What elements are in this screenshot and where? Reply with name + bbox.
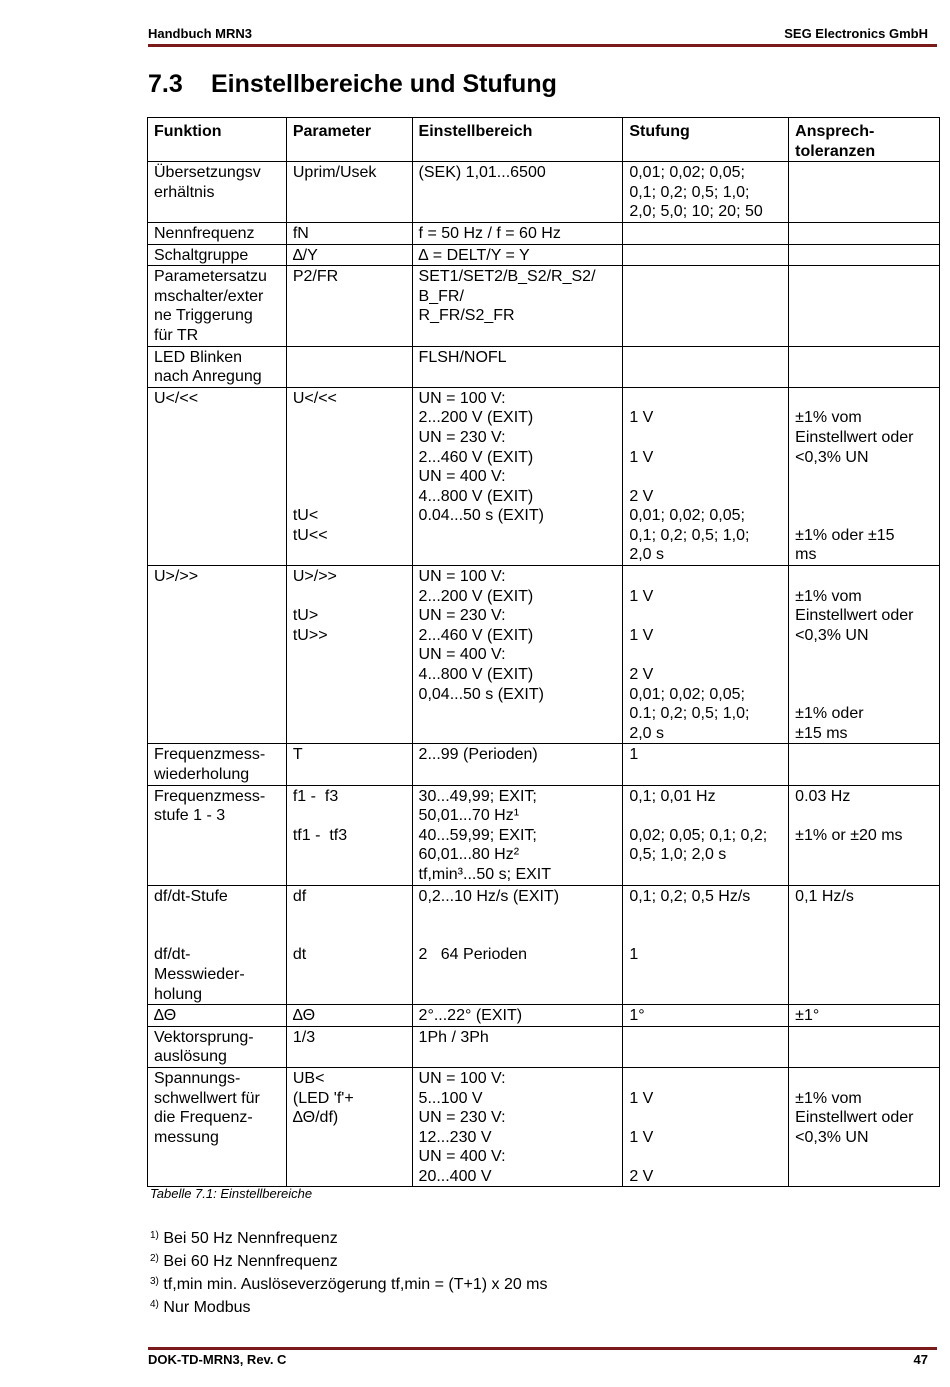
table-cell bbox=[789, 222, 940, 244]
table-cell: 30...49,99; EXIT; 50,01...70 Hz¹ 40...59,99; EXIT; 60,01...80 Hz² tf,min³...50 s; EXIT bbox=[412, 785, 623, 885]
table-cell: LED Blinken nach Anregung bbox=[148, 346, 287, 387]
table-cell: 0,2...10 Hz/s (EXIT) 2 64 Perioden bbox=[412, 885, 623, 1005]
table-cell: Übersetzungsv erhältnis bbox=[148, 162, 287, 223]
table-row bbox=[148, 222, 940, 244]
page-header bbox=[148, 26, 928, 44]
table-cell: Frequenzmess- stufe 1 - 3 bbox=[148, 785, 287, 885]
table-cell: Schaltgruppe bbox=[148, 244, 287, 266]
table-cell: Frequenzmess- wiederholung bbox=[148, 744, 287, 785]
table-cell: ±1% vom Einstellwert oder <0,3% UN ±1% oder ±15 ms bbox=[789, 387, 940, 565]
table-cell: 2...99 (Perioden) bbox=[412, 744, 623, 785]
table-cell: ±1% vom Einstellwert oder <0,3% UN ±1% oder ±15 ms bbox=[789, 566, 940, 744]
table-cell bbox=[623, 244, 789, 266]
table-body bbox=[148, 162, 940, 1187]
section-title bbox=[148, 70, 557, 99]
table-cell bbox=[789, 266, 940, 346]
table-cell: 1Ph / 3Ph bbox=[412, 1026, 623, 1067]
footer-left: DOK-TD-MRN3, Rev. C bbox=[148, 1352, 287, 1367]
table-row bbox=[148, 387, 940, 565]
page-number: 47 bbox=[913, 1352, 928, 1367]
table-cell: 1 V 1 V 2 V bbox=[623, 1067, 789, 1187]
table-cell: Nennfrequenz bbox=[148, 222, 287, 244]
table-row bbox=[148, 244, 940, 266]
column-header: Ansprech- toleranzen bbox=[789, 118, 940, 162]
table-cell: ±1° bbox=[789, 1005, 940, 1027]
table-cell: fN bbox=[286, 222, 412, 244]
table-cell bbox=[789, 1026, 940, 1067]
table-cell: 1/3 bbox=[286, 1026, 412, 1067]
table-cell: 1 V 1 V 2 V 0,01; 0,02; 0,05; 0.1; 0,2; 0,5; 1,0; 2,0 s bbox=[623, 566, 789, 744]
table-row bbox=[148, 785, 940, 885]
table-row bbox=[148, 885, 940, 1005]
table-cell: P2/FR bbox=[286, 266, 412, 346]
table-cell: ∆ = DELT/Y = Y bbox=[412, 244, 623, 266]
table-row bbox=[148, 566, 940, 744]
table-cell: 0,1; 0,2; 0,5 Hz/s 1 bbox=[623, 885, 789, 1005]
table-cell bbox=[623, 222, 789, 244]
section-number: 7.3 bbox=[148, 70, 183, 98]
table-cell: f = 50 Hz / f = 60 Hz bbox=[412, 222, 623, 244]
table-cell: 1 bbox=[623, 744, 789, 785]
footnote: $^{2)}$ Bei 60 Hz Nennfrequenz bbox=[150, 1253, 338, 1270]
table-cell: 1° bbox=[623, 1005, 789, 1027]
table-cell: U</<< bbox=[148, 387, 287, 565]
table-cell: 2°...22° (EXIT) bbox=[412, 1005, 623, 1027]
column-header: Einstellbereich bbox=[412, 118, 623, 162]
column-header: Funktion bbox=[148, 118, 287, 162]
table-cell: (SEK) 1,01...6500 bbox=[412, 162, 623, 223]
table-row bbox=[148, 266, 940, 346]
table-cell: UN = 100 V: 5...100 V UN = 230 V: 12...230 V UN = 400 V: 20...400 V bbox=[412, 1067, 623, 1187]
table-cell: f1 - f3 tf1 - tf3 bbox=[286, 785, 412, 885]
header-right: SEG Electronics GmbH bbox=[784, 26, 928, 41]
header-rule bbox=[148, 44, 937, 47]
table-cell: ∆Θ bbox=[286, 1005, 412, 1027]
table-cell: 1 V 1 V 2 V 0,01; 0,02; 0,05; 0,1; 0,2; 0,5; 1,0; 2,0 s bbox=[623, 387, 789, 565]
table-cell: U>/>> tU> tU>> bbox=[286, 566, 412, 744]
table-row bbox=[148, 162, 940, 223]
table-cell: UN = 100 V: 2...200 V (EXIT) UN = 230 V: 2...460 V (EXIT) UN = 400 V: 4...800 V (EXIT) 0.04...50 s (EXIT) bbox=[412, 387, 623, 565]
table-cell: UN = 100 V: 2...200 V (EXIT) UN = 230 V: 2...460 V (EXIT) UN = 400 V: 4...800 V (EXIT) 0,04...50 s (EXIT) bbox=[412, 566, 623, 744]
table-cell: SET1/SET2/B_S2/R_S2/ B_FR/ R_FR/S2_FR bbox=[412, 266, 623, 346]
table-cell: 0.03 Hz ±1% or ±20 ms bbox=[789, 785, 940, 885]
table-cell bbox=[789, 244, 940, 266]
table-cell: df dt bbox=[286, 885, 412, 1005]
table-cell: ∆Θ bbox=[148, 1005, 287, 1027]
table-cell bbox=[623, 1026, 789, 1067]
footnote: $^{1)}$ Bei 50 Hz Nennfrequenz bbox=[150, 1230, 338, 1247]
table-cell: Uprim/Usek bbox=[286, 162, 412, 223]
table-cell bbox=[623, 346, 789, 387]
table-cell: ∆/Y bbox=[286, 244, 412, 266]
table-cell bbox=[286, 346, 412, 387]
footnote: $^{3)}$ tf,min min. Auslöseverzögerung tf,min = (T+1) x 20 ms bbox=[150, 1276, 548, 1293]
section-title-text: Einstellbereiche und Stufung bbox=[211, 70, 557, 98]
table-header-row bbox=[148, 118, 940, 162]
table-cell bbox=[623, 266, 789, 346]
table-cell: FLSH/NOFL bbox=[412, 346, 623, 387]
table-row bbox=[148, 1005, 940, 1027]
table-cell bbox=[789, 162, 940, 223]
table-cell: Spannungs- schwellwert für die Frequenz- messung bbox=[148, 1067, 287, 1187]
table-cell: ±1% vom Einstellwert oder <0,3% UN bbox=[789, 1067, 940, 1187]
footnote: $^{4)}$ Nur Modbus bbox=[150, 1299, 251, 1316]
table-cell: Vektorsprung- auslösung bbox=[148, 1026, 287, 1067]
table-cell: U>/>> bbox=[148, 566, 287, 744]
column-header: Parameter bbox=[286, 118, 412, 162]
table-cell: U</<< tU< tU<< bbox=[286, 387, 412, 565]
table-cell: T bbox=[286, 744, 412, 785]
header-left: Handbuch MRN3 bbox=[148, 26, 252, 41]
table-cell: UB< (LED 'f'+ ∆Θ/df) bbox=[286, 1067, 412, 1187]
footnotes bbox=[150, 1226, 548, 1318]
table-cell: 0,1 Hz/s bbox=[789, 885, 940, 1005]
table-caption: Tabelle 7.1: Einstellbereiche bbox=[150, 1186, 313, 1201]
table-row bbox=[148, 346, 940, 387]
column-header: Stufung bbox=[623, 118, 789, 162]
settings-table bbox=[147, 117, 940, 1187]
table-cell bbox=[789, 346, 940, 387]
footer-rule bbox=[148, 1347, 937, 1350]
table-row bbox=[148, 1067, 940, 1187]
table-cell: df/dt-Stufe df/dt- Messwieder- holung bbox=[148, 885, 287, 1005]
table-row bbox=[148, 744, 940, 785]
table-cell: Parametersatzu mschalter/exter ne Triggerung für TR bbox=[148, 266, 287, 346]
table-cell: 0,1; 0,01 Hz 0,02; 0,05; 0,1; 0,2; 0,5; 1,0; 2,0 s bbox=[623, 785, 789, 885]
table-row bbox=[148, 1026, 940, 1067]
table-cell bbox=[789, 744, 940, 785]
table-cell: 0,01; 0,02; 0,05; 0,1; 0,2; 0,5; 1,0; 2,0; 5,0; 10; 20; 50 bbox=[623, 162, 789, 223]
